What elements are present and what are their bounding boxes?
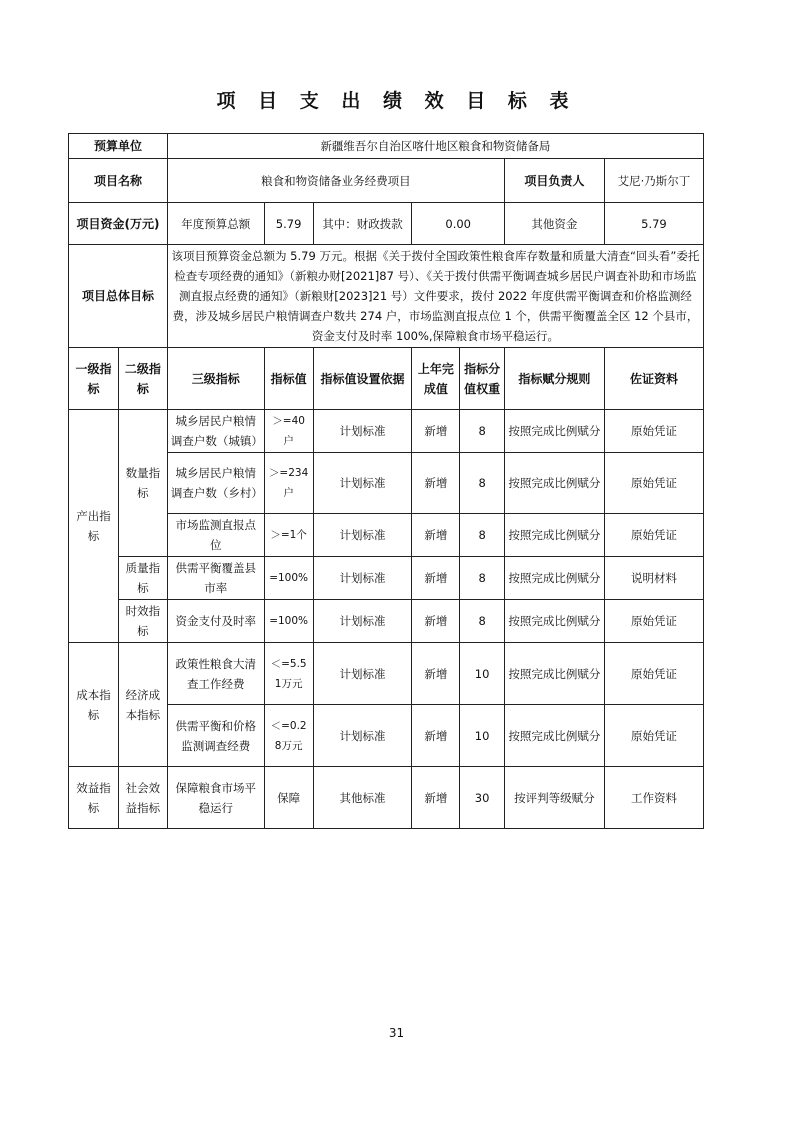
table-row — [69, 643, 704, 705]
indicator-value: ＞=1个 — [264, 514, 313, 557]
indicator-last-year: 新增 — [412, 453, 460, 514]
indicator-name: 政策性粮食大清查工作经费 — [167, 643, 264, 705]
indicator-weight: 10 — [460, 705, 505, 767]
indicator-weight: 8 — [460, 600, 505, 643]
indicator-weight: 8 — [460, 453, 505, 514]
indicator-name: 城乡居民户粮情调查户数（乡村） — [167, 453, 264, 514]
indicator-last-year: 新增 — [412, 557, 460, 600]
fiscal-allocation-label: 其中：财政拨款 — [313, 203, 412, 245]
overall-goal-label: 项目总体目标 — [69, 245, 168, 348]
indicator-weight: 10 — [460, 643, 505, 705]
group-social-benefit: 社会效益指标 — [118, 767, 167, 829]
indicator-evidence: 原始凭证 — [604, 453, 703, 514]
indicator-evidence: 原始凭证 — [604, 705, 703, 767]
indicator-basis: 计划标准 — [313, 514, 412, 557]
indicator-last-year: 新增 — [412, 410, 460, 453]
project-leader-value: 艾尼·乃斯尔丁 — [604, 159, 703, 203]
indicator-evidence: 原始凭证 — [604, 643, 703, 705]
indicator-name: 保障粮食市场平稳运行 — [167, 767, 264, 829]
other-funds-value: 5.79 — [604, 203, 703, 245]
budget-unit-label: 预算单位 — [69, 134, 168, 159]
group-benefit: 效益指标 — [69, 767, 119, 829]
header-last-year: 上年完成值 — [412, 348, 460, 410]
indicator-evidence: 说明材料 — [604, 557, 703, 600]
project-funds-row — [69, 203, 704, 245]
other-funds-label: 其他资金 — [504, 203, 604, 245]
page-number: 31 — [388, 1026, 405, 1040]
indicator-evidence: 原始凭证 — [604, 410, 703, 453]
indicator-rule: 按照完成比例赋分 — [504, 410, 604, 453]
indicator-weight: 8 — [460, 410, 505, 453]
indicator-last-year: 新增 — [412, 600, 460, 643]
group-timeliness: 时效指标 — [118, 600, 167, 643]
performance-target-table — [68, 133, 704, 829]
indicator-name: 市场监测直报点位 — [167, 514, 264, 557]
indicator-weight: 30 — [460, 767, 505, 829]
indicator-evidence: 工作资料 — [604, 767, 703, 829]
indicator-basis: 计划标准 — [313, 705, 412, 767]
overall-goal-text: 该项目预算资金总额为 5.79 万元。根据《关于拨付全国政策性粮食库存数量和质量大清查“回头看”委托检查专项经费的通知》（新粮办财[2021]87 号）、《关于拨付供需平衡调查城乡居民户调查补助和市场监测直报点经费的通知》（新粮财[2023]21 号）文件要求，拨付 2022 年度供需平衡调查和价格监测经费，涉及城乡居民户粮情调查户数共 274 户，市场监测直报点位 1 个，供需平衡覆盖全区 12 个县市，资金支付及时率 100%,保障粮食市场平稳运行。 — [167, 245, 703, 348]
indicator-value: ＜=5.51万元 — [264, 643, 313, 705]
indicator-basis: 计划标准 — [313, 600, 412, 643]
indicator-evidence: 原始凭证 — [604, 600, 703, 643]
budget-unit-value: 新疆维吾尔自治区喀什地区粮食和物资储备局 — [167, 134, 703, 159]
indicator-name: 资金支付及时率 — [167, 600, 264, 643]
header-weight: 指标分值权重 — [460, 348, 505, 410]
group-economic-cost: 经济成本指标 — [118, 643, 167, 767]
indicator-last-year: 新增 — [412, 514, 460, 557]
indicator-basis: 计划标准 — [313, 643, 412, 705]
fiscal-allocation-value: 0.00 — [412, 203, 505, 245]
header-level3: 三级指标 — [167, 348, 264, 410]
budget-unit-row — [69, 134, 704, 159]
indicator-value: =100% — [264, 557, 313, 600]
table-row — [69, 767, 704, 829]
annual-budget-label: 年度预算总额 — [167, 203, 264, 245]
indicator-evidence: 原始凭证 — [604, 514, 703, 557]
project-name-value: 粮食和物资储备业务经费项目 — [167, 159, 504, 203]
indicator-value: ＞=40户 — [264, 410, 313, 453]
indicator-name: 供需平衡覆盖县市率 — [167, 557, 264, 600]
indicator-last-year: 新增 — [412, 705, 460, 767]
header-level2: 二级指标 — [118, 348, 167, 410]
group-output: 产出指标 — [69, 410, 119, 643]
indicator-last-year: 新增 — [412, 767, 460, 829]
header-evidence: 佐证资料 — [604, 348, 703, 410]
indicator-rule: 按照完成比例赋分 — [504, 705, 604, 767]
header-basis: 指标值设置依据 — [313, 348, 412, 410]
indicator-value: =100% — [264, 600, 313, 643]
indicator-name: 城乡居民户粮情调查户数（城镇） — [167, 410, 264, 453]
indicator-basis: 计划标准 — [313, 453, 412, 514]
indicator-weight: 8 — [460, 514, 505, 557]
table-row — [69, 557, 704, 600]
indicator-name: 供需平衡和价格监测调查经费 — [167, 705, 264, 767]
indicator-value: ＞=234户 — [264, 453, 313, 514]
table-row — [69, 410, 704, 453]
indicator-header-row — [69, 348, 704, 410]
project-name-label: 项目名称 — [69, 159, 168, 203]
project-name-row — [69, 159, 704, 203]
indicator-rule: 按照完成比例赋分 — [504, 453, 604, 514]
indicator-rule: 按照完成比例赋分 — [504, 514, 604, 557]
group-cost: 成本指标 — [69, 643, 119, 767]
project-leader-label: 项目负责人 — [504, 159, 604, 203]
table-row — [69, 600, 704, 643]
page-title: 项 目 支 出 绩 效 目 标 表 — [216, 90, 577, 112]
group-quantity: 数量指标 — [118, 410, 167, 557]
project-funds-label: 项目资金(万元) — [69, 203, 168, 245]
indicator-rule: 按评判等级赋分 — [504, 767, 604, 829]
indicator-last-year: 新增 — [412, 643, 460, 705]
indicator-basis: 计划标准 — [313, 557, 412, 600]
indicator-rule: 按照完成比例赋分 — [504, 557, 604, 600]
header-value: 指标值 — [264, 348, 313, 410]
indicator-basis: 计划标准 — [313, 410, 412, 453]
indicator-rule: 按照完成比例赋分 — [504, 643, 604, 705]
annual-budget-value: 5.79 — [264, 203, 313, 245]
indicator-value: 保障 — [264, 767, 313, 829]
overall-goal-row — [69, 245, 704, 348]
header-rule: 指标赋分规则 — [504, 348, 604, 410]
indicator-weight: 8 — [460, 557, 505, 600]
indicator-basis: 其他标准 — [313, 767, 412, 829]
header-level1: 一级指标 — [69, 348, 119, 410]
indicator-value: ＜=0.28万元 — [264, 705, 313, 767]
group-quality: 质量指标 — [118, 557, 167, 600]
indicator-rule: 按照完成比例赋分 — [504, 600, 604, 643]
